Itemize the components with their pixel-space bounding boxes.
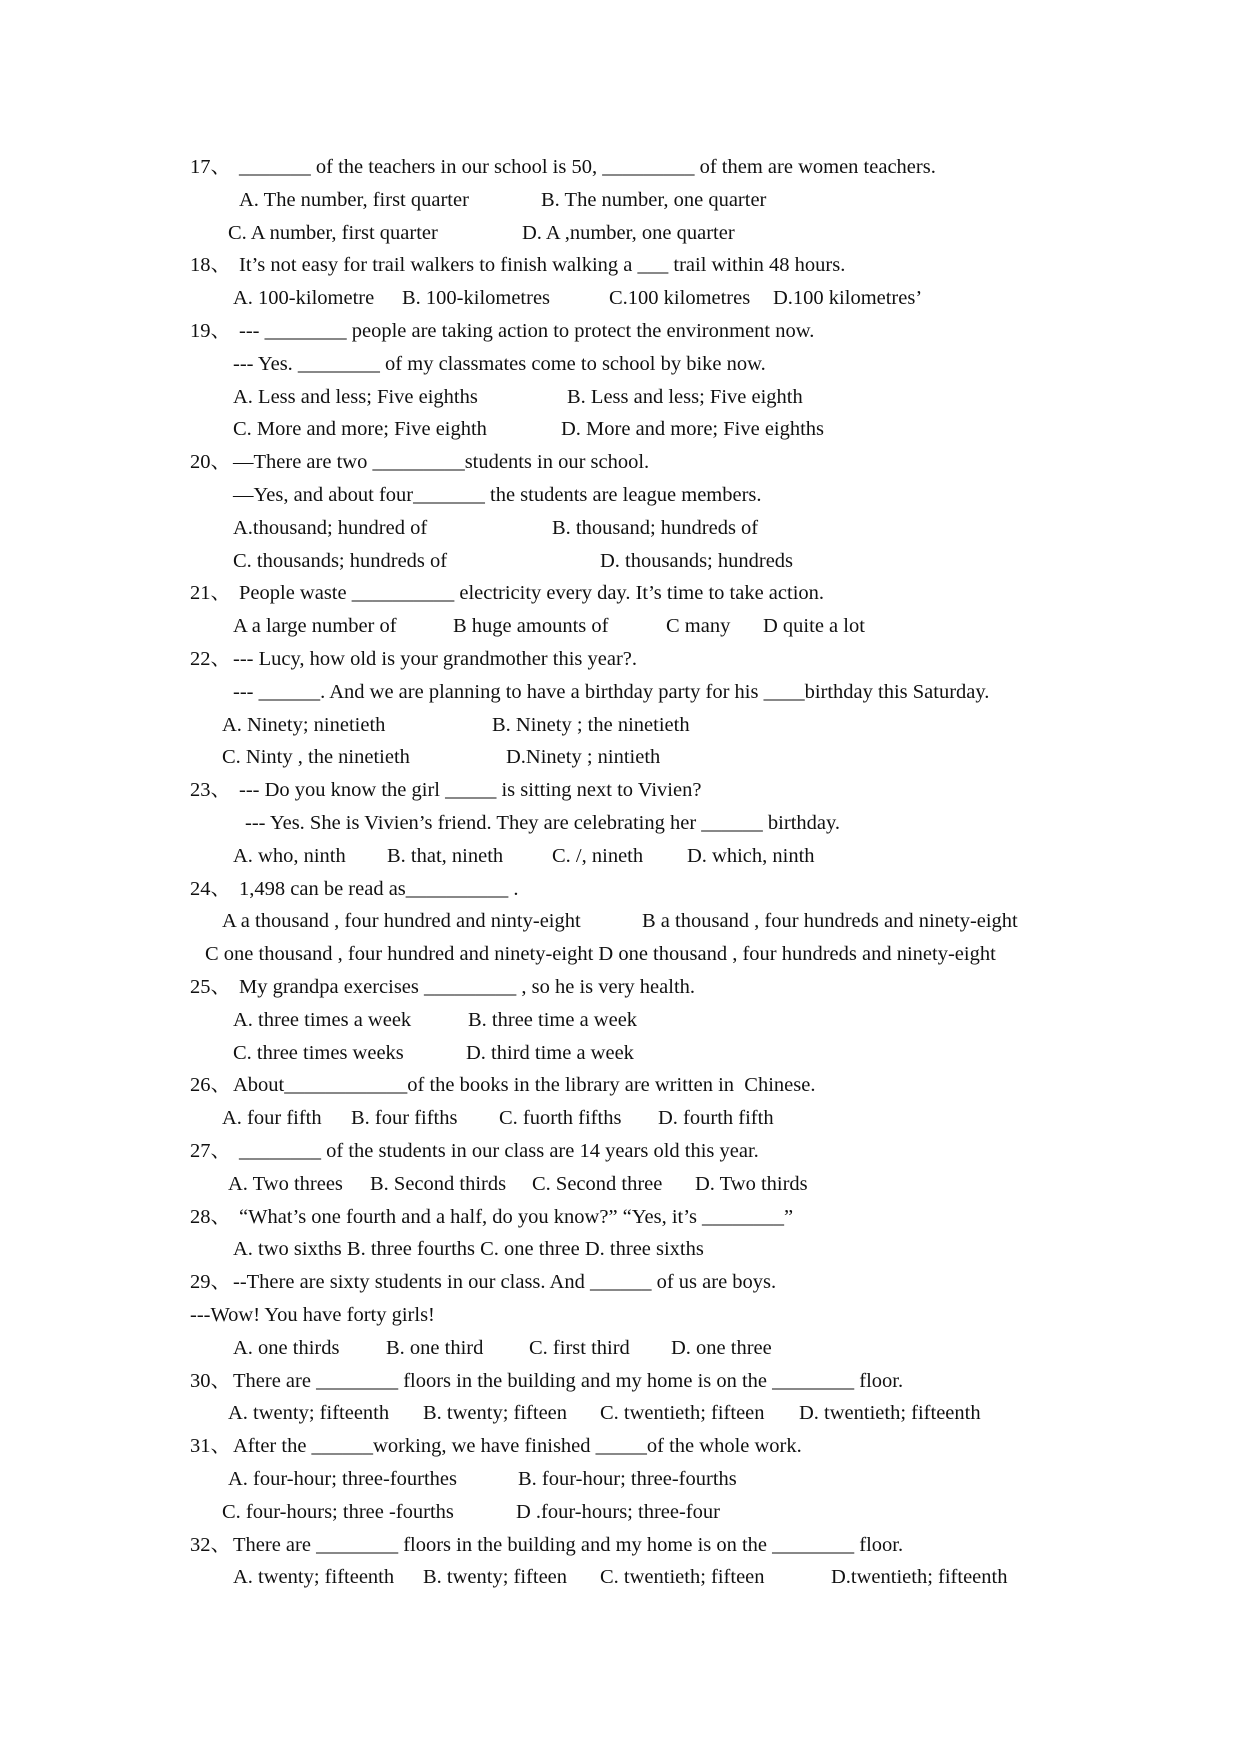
- options-row: [0, 1168, 1241, 1200]
- option-c: C. thousands; hundreds of: [233, 549, 448, 572]
- question-stem: ________ of the students in our class are 14 years old this year.: [239, 1140, 759, 1162]
- question-number: 30、: [190, 1369, 231, 1392]
- question-stem-line2: --- Yes. ________ of my classmates come to school by bike now.: [233, 352, 766, 375]
- options-row: [0, 545, 1241, 577]
- options-row: [0, 282, 1241, 314]
- question-number: 17、: [190, 156, 231, 178]
- question-number: 21、: [190, 582, 231, 605]
- question-31: [0, 1430, 1241, 1462]
- option-c: C. three times weeks: [233, 1041, 404, 1064]
- option-d: D. which, ninth: [687, 844, 815, 867]
- question-stem-2: [0, 348, 1241, 380]
- option-a: A. one thirds: [233, 1336, 340, 1359]
- question-stem-line2: --- Yes. She is Vivien’s friend. They are celebrating her ______ birthday.: [245, 812, 841, 834]
- option-b: B. one third: [386, 1336, 484, 1359]
- option-a: A. who, ninth: [233, 844, 346, 867]
- option-b: B. Ninety ; the ninetieth: [492, 713, 690, 736]
- question-stem-2: [0, 479, 1241, 511]
- options-row: [0, 217, 1241, 249]
- question-stem: _______ of the teachers in our school is 50, _________ of them are women teachers.: [239, 156, 936, 178]
- question-19: [0, 315, 1241, 347]
- options-row: [0, 1332, 1241, 1364]
- option-c: C.100 kilometres: [609, 287, 751, 310]
- option-b: B. Less and less; Five eighth: [567, 385, 803, 408]
- option-b: B. 100-kilometres: [402, 287, 551, 310]
- option-c: C. four-hours; three -fourths: [222, 1500, 454, 1523]
- options-row: [0, 938, 1241, 970]
- question-32: [0, 1529, 1241, 1561]
- question-28: [0, 1201, 1241, 1233]
- options-row: [0, 1561, 1241, 1593]
- question-30: [0, 1365, 1241, 1397]
- option-b: B. three time a week: [468, 1008, 638, 1031]
- option-d: D. third time a week: [466, 1041, 634, 1064]
- question-number: 19、: [190, 320, 231, 342]
- options-row: [0, 184, 1241, 216]
- option-b: B. Second thirds: [370, 1172, 507, 1195]
- option-c: C. Second three: [532, 1172, 663, 1195]
- options-row: [0, 1102, 1241, 1134]
- question-number: 27、: [190, 1140, 231, 1162]
- options-row: [0, 905, 1241, 937]
- question-stem-line2: ---Wow! You have forty girls!: [190, 1304, 435, 1326]
- option-d: D. fourth fifth: [658, 1107, 774, 1130]
- question-23: [0, 774, 1241, 806]
- option-a: A. Less and less; Five eighths: [233, 385, 478, 408]
- option-b: B. four fifths: [351, 1107, 458, 1130]
- question-18: [0, 249, 1241, 281]
- question-stem: --- ________ people are taking action to protect the environment now.: [239, 320, 815, 342]
- options-row: [0, 840, 1241, 872]
- question-number: 23、: [190, 779, 231, 802]
- question-number: 31、: [190, 1435, 231, 1458]
- question-stem: It’s not easy for trail walkers to finish walking a ___ trail within 48 hours.: [239, 254, 846, 277]
- question-number: 25、: [190, 976, 231, 998]
- options-row: [0, 413, 1241, 445]
- option-a: A.thousand; hundred of: [233, 516, 428, 539]
- question-29: [0, 1266, 1241, 1298]
- question-number: 29、: [190, 1271, 231, 1294]
- option-c-d: C one thousand , four hundred and ninety-eight D one thousand , four hundreds and ninety-eight: [205, 943, 996, 966]
- option-d: D. Two thirds: [695, 1172, 808, 1195]
- options-row: [0, 512, 1241, 544]
- question-stem: After the ______working, we have finished _____of the whole work.: [233, 1435, 802, 1458]
- question-stem-2: [0, 1299, 1241, 1331]
- option-c: C. first third: [529, 1336, 630, 1359]
- question-stem: --- Do you know the girl _____ is sitting next to Vivien?: [239, 779, 702, 802]
- option-a: A. Ninety; ninetieth: [222, 713, 386, 736]
- option-a: A. Two threes: [228, 1172, 343, 1195]
- option-d: D. More and more; Five eighths: [561, 418, 825, 441]
- option-a: A. 100-kilometre: [233, 287, 375, 310]
- option-c: C. twentieth; fifteen: [600, 1402, 765, 1425]
- question-stem: 1,498 can be read as__________ .: [239, 877, 519, 900]
- option-b: B a thousand , four hundreds and ninety-eight: [642, 910, 1018, 933]
- options-row: [0, 1004, 1241, 1036]
- question-number: 28、: [190, 1205, 231, 1228]
- option-c: C. Ninty , the ninetieth: [222, 746, 410, 769]
- options-row: [0, 1233, 1241, 1265]
- question-number: 24、: [190, 877, 231, 900]
- options-row: [0, 1037, 1241, 1069]
- option-d: D.100 kilometres’: [773, 287, 923, 310]
- question-number: 18、: [190, 254, 231, 277]
- option-c: C. /, nineth: [552, 844, 644, 867]
- option-b: B. that, nineth: [387, 844, 504, 867]
- option-a: A. three times a week: [233, 1008, 412, 1031]
- option-c: C many: [666, 615, 731, 638]
- question-number: 32、: [190, 1533, 231, 1556]
- question-stem-line2: --- ______. And we are planning to have a birthday party for his ____birthday this Saturday.: [233, 680, 990, 703]
- option-d: D. one three: [671, 1336, 772, 1359]
- question-stem: —There are two _________students in our school.: [233, 451, 650, 474]
- option-d: D. twentieth; fifteenth: [799, 1402, 981, 1425]
- option-b: B. The number, one quarter: [541, 188, 767, 211]
- question-stem: --There are sixty students in our class. And ______ of us are boys.: [233, 1271, 777, 1294]
- option-d: D. thousands; hundreds: [600, 549, 794, 572]
- question-stem: There are ________ floors in the building and my home is on the ________ floor.: [233, 1369, 904, 1392]
- option-c: C. A number, first quarter: [228, 221, 438, 244]
- option-d: D .four-hours; three-four: [516, 1500, 720, 1523]
- options-row: [0, 610, 1241, 642]
- question-stem-2: [0, 807, 1241, 839]
- question-stem-2: [0, 676, 1241, 708]
- option-a: A. twenty; fifteenth: [228, 1402, 390, 1425]
- question-stem: About____________of the books in the library are written in Chinese.: [233, 1074, 816, 1097]
- option-c: C. More and more; Five eighth: [233, 418, 487, 441]
- question-stem: “What’s one fourth and a half, do you know?” “Yes, it’s ________”: [239, 1205, 794, 1228]
- question-stem: People waste __________ electricity every day. It’s time to take action.: [239, 582, 825, 605]
- options-row: [0, 1463, 1241, 1495]
- question-25: [0, 971, 1241, 1003]
- question-20: [0, 446, 1241, 478]
- question-number: 22、: [190, 648, 231, 670]
- option-a: A. four fifth: [222, 1107, 322, 1130]
- question-24: [0, 873, 1241, 905]
- options-row: [0, 709, 1241, 741]
- question-21: [0, 577, 1241, 609]
- option-a: A. four-hour; three-fourthes: [228, 1468, 457, 1490]
- option-d: D quite a lot: [763, 615, 865, 638]
- question-27: [0, 1135, 1241, 1167]
- option-c: C. twentieth; fifteen: [600, 1566, 765, 1589]
- question-22: [0, 643, 1241, 675]
- option-b: B huge amounts of: [453, 615, 609, 638]
- options-row: [0, 1397, 1241, 1429]
- option-d: D.twentieth; fifteenth: [831, 1566, 1008, 1589]
- options: A. two sixths B. three fourths C. one three D. three sixths: [233, 1238, 704, 1261]
- option-a: A. twenty; fifteenth: [233, 1566, 395, 1589]
- question-stem: There are ________ floors in the building and my home is on the ________ floor.: [233, 1533, 904, 1556]
- options-row: [0, 381, 1241, 413]
- option-c: C. fuorth fifths: [499, 1107, 622, 1130]
- option-b: B. twenty; fifteen: [423, 1402, 568, 1425]
- option-b: B. thousand; hundreds of: [552, 516, 759, 539]
- question-stem: --- Lucy, how old is your grandmother this year?.: [233, 648, 638, 670]
- options-row: [0, 741, 1241, 773]
- options-row: [0, 1496, 1241, 1528]
- question-number: 20、: [190, 451, 231, 474]
- question-stem: My grandpa exercises _________ , so he is very health.: [239, 976, 696, 998]
- option-a: A a thousand , four hundred and ninty-eight: [222, 910, 581, 933]
- question-26: [0, 1069, 1241, 1101]
- option-d: D.Ninety ; nintieth: [506, 746, 661, 769]
- option-b: B. twenty; fifteen: [423, 1566, 568, 1589]
- option-b: B. four-hour; three-fourths: [518, 1468, 737, 1490]
- option-a: A a large number of: [233, 615, 397, 638]
- option-a: A. The number, first quarter: [239, 188, 469, 211]
- question-stem-line2: —Yes, and about four_______ the students are league members.: [233, 484, 762, 506]
- option-d: D. A ,number, one quarter: [522, 221, 735, 244]
- question-17: [0, 151, 1241, 183]
- question-number: 26、: [190, 1074, 231, 1097]
